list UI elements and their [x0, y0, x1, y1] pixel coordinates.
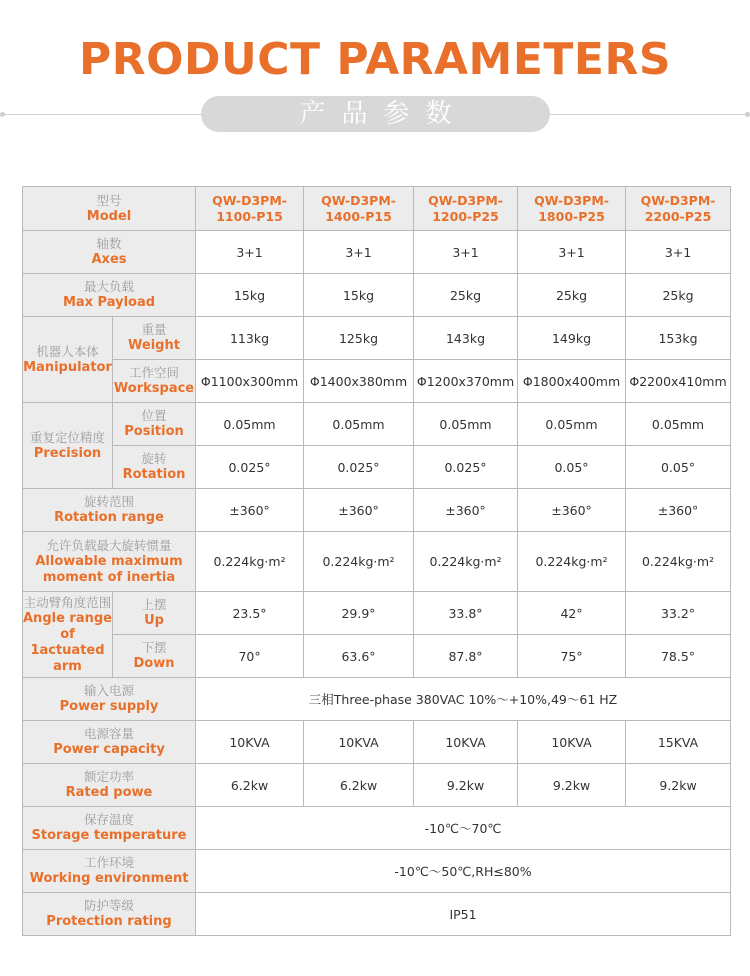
power-capacity-value: 10KVA	[304, 721, 414, 764]
axes-value: 3+1	[304, 231, 414, 274]
rotation-range-value: ±360°	[626, 489, 731, 532]
power-capacity-value: 10KVA	[518, 721, 626, 764]
rated-power-value: 6.2kw	[304, 764, 414, 807]
down-value: 63.6°	[304, 635, 414, 678]
position-value: 0.05mm	[626, 403, 731, 446]
power-capacity-value: 15KVA	[626, 721, 731, 764]
rated-power-value: 6.2kw	[196, 764, 304, 807]
rated-power-label: 额定功率 Rated powe	[23, 764, 196, 807]
power-capacity-value: 10KVA	[196, 721, 304, 764]
divider-dot-left	[0, 112, 5, 117]
table-row	[23, 274, 731, 317]
rated-power-value: 9.2kw	[626, 764, 731, 807]
model-cell: QW-D3PM- 1800-P25	[518, 187, 626, 231]
payload-label: 最大负载 Max Payload	[23, 274, 196, 317]
weight-label: 重量 Weight	[113, 317, 196, 360]
inertia-value: 0.224kg·m²	[518, 532, 626, 592]
position-label: 位置 Position	[113, 403, 196, 446]
payload-value: 15kg	[304, 274, 414, 317]
down-value: 75°	[518, 635, 626, 678]
table-row	[23, 403, 731, 446]
table-row	[23, 678, 731, 721]
up-value: 33.2°	[626, 592, 731, 635]
payload-value: 25kg	[518, 274, 626, 317]
parameters-table	[22, 186, 731, 936]
down-value: 78.5°	[626, 635, 731, 678]
weight-value: 143kg	[414, 317, 518, 360]
subtitle-pill: 产品参数	[201, 96, 550, 132]
table-row	[23, 532, 731, 592]
rated-power-value: 9.2kw	[518, 764, 626, 807]
power-supply-value: 三相Three-phase 380VAC 10%～+10%,49～61 HZ	[196, 678, 731, 721]
manipulator-label: 机器人本体 Manipulator	[23, 317, 113, 403]
rotation-range-label: 旋转范围 Rotation range	[23, 489, 196, 532]
axes-value: 3+1	[196, 231, 304, 274]
rotation-value: 0.05°	[626, 446, 731, 489]
down-value: 87.8°	[414, 635, 518, 678]
rated-power-value: 9.2kw	[414, 764, 518, 807]
rotation-value: 0.025°	[304, 446, 414, 489]
workspace-label: 工作空间 Workspace	[113, 360, 196, 403]
table-row	[23, 764, 731, 807]
up-value: 29.9°	[304, 592, 414, 635]
table-row	[23, 489, 731, 532]
storage-temp-label: 保存温度 Storage temperature	[23, 807, 196, 850]
page-title: PRODUCT PARAMETERS	[78, 34, 672, 85]
inertia-value: 0.224kg·m²	[626, 532, 731, 592]
weight-value: 153kg	[626, 317, 731, 360]
weight-value: 125kg	[304, 317, 414, 360]
power-capacity-label: 电源容量 Power capacity	[23, 721, 196, 764]
protection-value: IP51	[196, 893, 731, 936]
divider-dot-right	[745, 112, 750, 117]
rotation-range-value: ±360°	[414, 489, 518, 532]
down-label: 下摆 Down	[113, 635, 196, 678]
inertia-value: 0.224kg·m²	[196, 532, 304, 592]
table-row	[23, 592, 731, 635]
up-value: 42°	[518, 592, 626, 635]
workspace-value: Φ1100x300mm	[196, 360, 304, 403]
table-row	[23, 635, 731, 678]
model-cell: QW-D3PM- 1400-P15	[304, 187, 414, 231]
payload-value: 25kg	[414, 274, 518, 317]
working-env-label: 工作环境 Working environment	[23, 850, 196, 893]
table-row	[23, 360, 731, 403]
working-env-value: -10℃～50℃,RH≤80%	[196, 850, 731, 893]
up-label: 上摆 Up	[113, 592, 196, 635]
table-row	[23, 721, 731, 764]
table-row	[23, 850, 731, 893]
inertia-value: 0.224kg·m²	[414, 532, 518, 592]
power-capacity-value: 10KVA	[414, 721, 518, 764]
workspace-value: Φ2200x410mm	[626, 360, 731, 403]
model-label: 型号 Model	[23, 187, 196, 231]
header-row	[23, 187, 731, 231]
table-row	[23, 317, 731, 360]
payload-value: 25kg	[626, 274, 731, 317]
workspace-value: Φ1800x400mm	[518, 360, 626, 403]
model-cell: QW-D3PM- 1200-P25	[414, 187, 518, 231]
axes-value: 3+1	[518, 231, 626, 274]
rotation-range-value: ±360°	[518, 489, 626, 532]
inertia-value: 0.224kg·m²	[304, 532, 414, 592]
protection-label: 防护等级 Protection rating	[23, 893, 196, 936]
power-supply-label: 输入电源 Power supply	[23, 678, 196, 721]
model-cell: QW-D3PM- 1100-P15	[196, 187, 304, 231]
weight-value: 113kg	[196, 317, 304, 360]
rotation-range-value: ±360°	[304, 489, 414, 532]
weight-value: 149kg	[518, 317, 626, 360]
position-value: 0.05mm	[414, 403, 518, 446]
workspace-value: Φ1200x370mm	[414, 360, 518, 403]
inertia-label: 允许负载最大旋转惯量 Allowable maximum moment of inertia	[23, 532, 196, 592]
axes-label: 轴数 Axes	[23, 231, 196, 274]
axes-value: 3+1	[414, 231, 518, 274]
position-value: 0.05mm	[196, 403, 304, 446]
axes-value: 3+1	[626, 231, 731, 274]
table-row	[23, 893, 731, 936]
table-row	[23, 807, 731, 850]
angle-range-label: 主动臂角度范围 Angle range of 1actuated arm	[23, 592, 113, 678]
rotation-value: 0.025°	[196, 446, 304, 489]
storage-temp-value: -10℃～70℃	[196, 807, 731, 850]
payload-value: 15kg	[196, 274, 304, 317]
workspace-value: Φ1400x380mm	[304, 360, 414, 403]
position-value: 0.05mm	[518, 403, 626, 446]
up-value: 33.8°	[414, 592, 518, 635]
rotation-range-value: ±360°	[196, 489, 304, 532]
table-row	[23, 231, 731, 274]
rotation-value: 0.05°	[518, 446, 626, 489]
model-cell: QW-D3PM- 2200-P25	[626, 187, 731, 231]
rotation-label: 旋转 Rotation	[113, 446, 196, 489]
up-value: 23.5°	[196, 592, 304, 635]
rotation-value: 0.025°	[414, 446, 518, 489]
down-value: 70°	[196, 635, 304, 678]
table-row	[23, 446, 731, 489]
position-value: 0.05mm	[304, 403, 414, 446]
precision-label: 重复定位精度 Precision	[23, 403, 113, 489]
